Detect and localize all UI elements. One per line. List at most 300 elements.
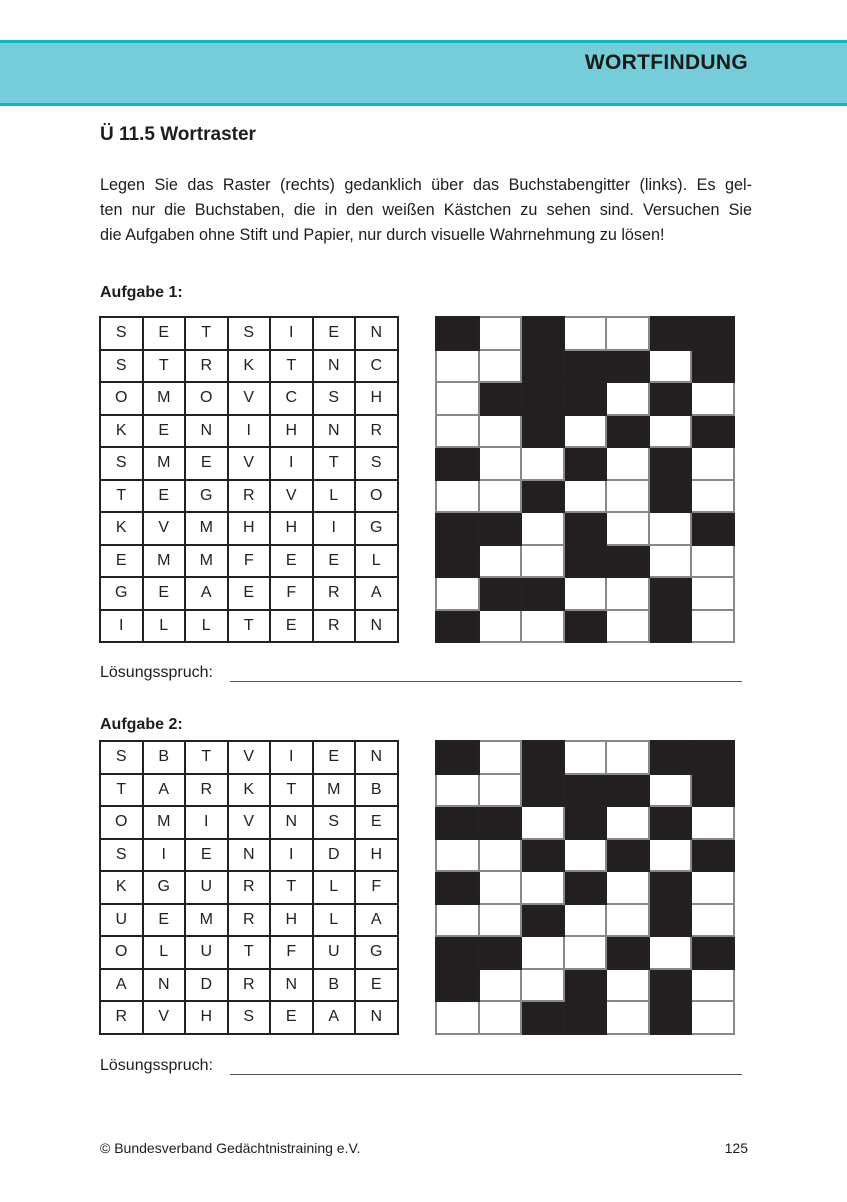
letter-cell: L xyxy=(313,480,356,513)
letter-cell: E xyxy=(313,317,356,350)
mask-cell-black xyxy=(649,1001,692,1034)
mask-cell-white xyxy=(691,871,734,904)
mask-cell-white xyxy=(521,806,564,839)
letter-row xyxy=(100,839,398,872)
mask-cell-white xyxy=(564,480,607,513)
mask-cell-white xyxy=(521,512,564,545)
mask-cell-white xyxy=(691,447,734,480)
mask-cell-white xyxy=(691,969,734,1002)
letter-cell: N xyxy=(313,350,356,383)
letter-cell: N xyxy=(355,741,398,774)
mask-cell-black xyxy=(564,545,607,578)
mask-row xyxy=(436,936,734,969)
letter-cell: M xyxy=(143,806,186,839)
letter-row xyxy=(100,969,398,1002)
letter-cell: E xyxy=(185,839,228,872)
mask-cell-black xyxy=(564,806,607,839)
letter-cell: E xyxy=(143,904,186,937)
letter-cell: S xyxy=(100,741,143,774)
mask-row xyxy=(436,512,734,545)
letter-cell: V xyxy=(228,806,271,839)
mask-cell-white xyxy=(564,741,607,774)
instructions-line: die Aufgaben ohne Stift und Papier, nur durch visuelle Wahrnehmung zu lösen! xyxy=(100,226,665,244)
letter-cell: E xyxy=(143,415,186,448)
letter-cell: R xyxy=(355,415,398,448)
mask-cell-white xyxy=(479,415,522,448)
mask-cell-white xyxy=(521,545,564,578)
mask-cell-black xyxy=(649,317,692,350)
letter-cell: T xyxy=(228,936,271,969)
mask-cell-white xyxy=(521,447,564,480)
mask-cell-black xyxy=(606,839,649,872)
letter-cell: V xyxy=(228,741,271,774)
letter-cell: I xyxy=(313,512,356,545)
mask-cell-white xyxy=(649,415,692,448)
letter-cell: S xyxy=(313,806,356,839)
mask-cell-white xyxy=(436,904,479,937)
mask-cell-white xyxy=(649,545,692,578)
mask-cell-black xyxy=(649,480,692,513)
letter-cell: I xyxy=(270,839,313,872)
mask-cell-black xyxy=(521,350,564,383)
section-header-band xyxy=(0,40,847,106)
letter-grid-task-2 xyxy=(99,740,399,1035)
mask-cell-black xyxy=(564,871,607,904)
mask-cell-white xyxy=(436,480,479,513)
letter-cell: R xyxy=(228,480,271,513)
mask-cell-black xyxy=(436,969,479,1002)
mask-cell-white xyxy=(479,610,522,643)
letter-cell: N xyxy=(270,806,313,839)
letter-cell: L xyxy=(185,610,228,643)
letter-row xyxy=(100,317,398,350)
letter-cell: R xyxy=(228,871,271,904)
mask-cell-white xyxy=(606,447,649,480)
mask-cell-white xyxy=(606,871,649,904)
mask-cell-black xyxy=(691,741,734,774)
mask-cell-black xyxy=(649,741,692,774)
mask-cell-black xyxy=(691,839,734,872)
mask-cell-black xyxy=(436,741,479,774)
mask-cell-black xyxy=(649,577,692,610)
mask-cell-white xyxy=(606,904,649,937)
letter-row xyxy=(100,382,398,415)
letter-row xyxy=(100,480,398,513)
mask-cell-black xyxy=(479,806,522,839)
letter-cell: A xyxy=(143,774,186,807)
letter-cell: I xyxy=(185,806,228,839)
letter-cell: T xyxy=(143,350,186,383)
letter-cell: K xyxy=(228,350,271,383)
mask-row xyxy=(436,610,734,643)
mask-cell-white xyxy=(691,382,734,415)
letter-cell: E xyxy=(270,545,313,578)
letter-cell: M xyxy=(313,774,356,807)
letter-cell: E xyxy=(270,1001,313,1034)
letter-cell: T xyxy=(100,774,143,807)
mask-cell-white xyxy=(691,610,734,643)
mask-cell-black xyxy=(479,936,522,969)
letter-cell: I xyxy=(270,447,313,480)
letter-cell: R xyxy=(185,774,228,807)
mask-cell-white xyxy=(479,839,522,872)
letter-cell: E xyxy=(100,545,143,578)
letter-cell: R xyxy=(313,577,356,610)
mask-row xyxy=(436,774,734,807)
letter-cell: E xyxy=(355,806,398,839)
letter-cell: D xyxy=(185,969,228,1002)
letter-cell: F xyxy=(270,936,313,969)
mask-cell-white xyxy=(606,480,649,513)
mask-row xyxy=(436,415,734,448)
solution-input-line[interactable] xyxy=(230,681,742,682)
letter-row xyxy=(100,806,398,839)
letter-cell: L xyxy=(143,936,186,969)
letter-cell: G xyxy=(185,480,228,513)
mask-cell-white xyxy=(436,839,479,872)
mask-row xyxy=(436,545,734,578)
letter-cell: S xyxy=(100,317,143,350)
footer-copyright: © Bundesverband Gedächtnistraining e.V. xyxy=(100,1140,361,1156)
mask-cell-white xyxy=(436,774,479,807)
mask-cell-black xyxy=(606,350,649,383)
mask-cell-black xyxy=(691,774,734,807)
mask-cell-black xyxy=(691,350,734,383)
letter-cell: G xyxy=(355,936,398,969)
letter-cell: V xyxy=(228,447,271,480)
letter-cell: K xyxy=(100,871,143,904)
mask-cell-black xyxy=(649,806,692,839)
mask-cell-black xyxy=(691,415,734,448)
mask-cell-white xyxy=(521,969,564,1002)
mask-cell-black xyxy=(564,447,607,480)
letter-cell: G xyxy=(100,577,143,610)
letter-cell: V xyxy=(270,480,313,513)
mask-cell-white xyxy=(649,936,692,969)
letter-cell: T xyxy=(100,480,143,513)
letter-cell: T xyxy=(185,317,228,350)
letter-cell: V xyxy=(228,382,271,415)
mask-cell-black xyxy=(436,512,479,545)
letter-cell: S xyxy=(100,447,143,480)
letter-cell: U xyxy=(185,936,228,969)
letter-cell: N xyxy=(143,969,186,1002)
mask-cell-black xyxy=(606,774,649,807)
mask-cell-black xyxy=(564,350,607,383)
letter-cell: T xyxy=(185,741,228,774)
mask-cell-black xyxy=(521,415,564,448)
mask-cell-black xyxy=(436,806,479,839)
mask-cell-white xyxy=(436,382,479,415)
mask-cell-white xyxy=(691,1001,734,1034)
letter-cell: B xyxy=(143,741,186,774)
letter-cell: C xyxy=(355,350,398,383)
mask-cell-white xyxy=(691,577,734,610)
mask-cell-black xyxy=(649,904,692,937)
mask-cell-black xyxy=(606,936,649,969)
letter-cell: T xyxy=(228,610,271,643)
solution-input-line[interactable] xyxy=(230,1074,742,1075)
letter-cell: M xyxy=(143,382,186,415)
mask-cell-white xyxy=(606,577,649,610)
letter-cell: U xyxy=(100,904,143,937)
letter-cell: S xyxy=(355,447,398,480)
letter-cell: T xyxy=(270,871,313,904)
letter-cell: A xyxy=(355,904,398,937)
mask-cell-black xyxy=(521,480,564,513)
letter-cell: I xyxy=(270,741,313,774)
mask-cell-black xyxy=(436,610,479,643)
letter-cell: N xyxy=(355,317,398,350)
letter-cell: H xyxy=(185,1001,228,1034)
mask-cell-white xyxy=(606,806,649,839)
letter-row xyxy=(100,936,398,969)
mask-cell-white xyxy=(606,610,649,643)
mask-cell-white xyxy=(479,1001,522,1034)
letter-row xyxy=(100,415,398,448)
mask-row xyxy=(436,969,734,1002)
mask-cell-black xyxy=(521,839,564,872)
solution-field-task-1[interactable] xyxy=(100,664,213,682)
mask-cell-white xyxy=(564,904,607,937)
task-2-label: Aufgabe 2: xyxy=(100,716,183,733)
mask-cell-white xyxy=(649,512,692,545)
mask-cell-white xyxy=(479,904,522,937)
mask-row xyxy=(436,350,734,383)
mask-cell-white xyxy=(521,871,564,904)
letter-cell: T xyxy=(313,447,356,480)
mask-cell-white xyxy=(479,350,522,383)
mask-row xyxy=(436,904,734,937)
mask-grid-task-1 xyxy=(435,316,735,643)
mask-cell-white xyxy=(691,904,734,937)
mask-cell-white xyxy=(436,415,479,448)
mask-cell-white xyxy=(436,577,479,610)
mask-cell-black xyxy=(649,447,692,480)
mask-cell-black xyxy=(649,871,692,904)
mask-cell-black xyxy=(479,382,522,415)
letter-cell: H xyxy=(355,839,398,872)
mask-cell-white xyxy=(691,545,734,578)
mask-cell-white xyxy=(649,350,692,383)
letter-cell: N xyxy=(355,610,398,643)
mask-cell-black xyxy=(606,415,649,448)
letter-cell: E xyxy=(270,610,313,643)
letter-cell: F xyxy=(228,545,271,578)
letter-row xyxy=(100,610,398,643)
mask-cell-black xyxy=(436,317,479,350)
mask-cell-white xyxy=(479,480,522,513)
mask-cell-black xyxy=(691,936,734,969)
letter-cell: S xyxy=(100,350,143,383)
solution-field-task-2[interactable] xyxy=(100,1057,213,1075)
mask-cell-white xyxy=(521,936,564,969)
letter-cell: G xyxy=(355,512,398,545)
letter-cell: I xyxy=(143,839,186,872)
letter-cell: E xyxy=(228,577,271,610)
mask-cell-white xyxy=(479,871,522,904)
letter-cell: B xyxy=(313,969,356,1002)
mask-cell-black xyxy=(436,545,479,578)
mask-row xyxy=(436,577,734,610)
letter-row xyxy=(100,512,398,545)
letter-cell: K xyxy=(100,512,143,545)
letter-cell: T xyxy=(270,774,313,807)
mask-cell-black xyxy=(521,1001,564,1034)
letter-cell: R xyxy=(185,350,228,383)
letter-cell: H xyxy=(228,512,271,545)
letter-cell: O xyxy=(355,480,398,513)
mask-cell-black xyxy=(521,904,564,937)
letter-cell: S xyxy=(100,839,143,872)
letter-row xyxy=(100,871,398,904)
letter-cell: T xyxy=(270,350,313,383)
letter-cell: O xyxy=(185,382,228,415)
letter-cell: E xyxy=(313,741,356,774)
mask-row xyxy=(436,317,734,350)
mask-cell-white xyxy=(479,545,522,578)
mask-row xyxy=(436,806,734,839)
letter-cell: N xyxy=(355,1001,398,1034)
letter-cell: L xyxy=(313,871,356,904)
letter-cell: N xyxy=(228,839,271,872)
task-1-label: Aufgabe 1: xyxy=(100,284,183,301)
mask-cell-white xyxy=(606,1001,649,1034)
mask-cell-black xyxy=(436,936,479,969)
mask-cell-black xyxy=(691,512,734,545)
letter-cell: A xyxy=(185,577,228,610)
mask-cell-white xyxy=(564,577,607,610)
mask-cell-black xyxy=(649,610,692,643)
letter-row xyxy=(100,774,398,807)
mask-grid-task-2 xyxy=(435,740,735,1035)
letter-cell: F xyxy=(270,577,313,610)
page-number: 125 xyxy=(724,1140,748,1156)
letter-cell: O xyxy=(100,382,143,415)
letter-cell: O xyxy=(100,936,143,969)
mask-cell-black xyxy=(436,871,479,904)
mask-cell-white xyxy=(606,382,649,415)
letter-cell: L xyxy=(355,545,398,578)
mask-cell-white xyxy=(521,610,564,643)
letter-cell: E xyxy=(143,577,186,610)
mask-cell-black xyxy=(521,577,564,610)
mask-cell-white xyxy=(564,936,607,969)
mask-cell-black xyxy=(521,317,564,350)
letter-cell: V xyxy=(143,512,186,545)
mask-row xyxy=(436,871,734,904)
letter-row xyxy=(100,350,398,383)
letter-row xyxy=(100,577,398,610)
mask-cell-white xyxy=(479,774,522,807)
mask-cell-white xyxy=(649,839,692,872)
letter-cell: G xyxy=(143,871,186,904)
letter-cell: L xyxy=(313,904,356,937)
letter-cell: E xyxy=(355,969,398,1002)
letter-cell: I xyxy=(100,610,143,643)
mask-cell-white xyxy=(436,350,479,383)
letter-cell: F xyxy=(355,871,398,904)
mask-cell-black xyxy=(436,447,479,480)
mask-cell-white xyxy=(479,969,522,1002)
mask-cell-black xyxy=(521,774,564,807)
mask-cell-black xyxy=(649,382,692,415)
letter-cell: B xyxy=(355,774,398,807)
letter-cell: S xyxy=(313,382,356,415)
mask-cell-black xyxy=(564,610,607,643)
letter-cell: L xyxy=(143,610,186,643)
letter-cell: E xyxy=(143,480,186,513)
mask-cell-black xyxy=(564,774,607,807)
letter-row xyxy=(100,904,398,937)
exercise-title: Ü 11.5 Wortraster xyxy=(100,124,256,145)
mask-cell-white xyxy=(564,317,607,350)
mask-cell-white xyxy=(436,1001,479,1034)
letter-cell: M xyxy=(185,512,228,545)
mask-cell-white xyxy=(606,741,649,774)
letter-cell: R xyxy=(228,904,271,937)
mask-cell-black xyxy=(521,382,564,415)
letter-cell: N xyxy=(270,969,313,1002)
letter-cell: H xyxy=(270,904,313,937)
mask-row xyxy=(436,1001,734,1034)
mask-cell-white xyxy=(606,317,649,350)
letter-cell: H xyxy=(270,415,313,448)
instructions-line: ten nur die Buchstaben, die in den weißen Kästchen zu sehen sind. Versuchen Sie xyxy=(100,201,752,219)
letter-row xyxy=(100,741,398,774)
letter-row xyxy=(100,447,398,480)
mask-cell-white xyxy=(479,317,522,350)
mask-row xyxy=(436,480,734,513)
letter-cell: A xyxy=(100,969,143,1002)
mask-cell-black xyxy=(649,969,692,1002)
letter-cell: E xyxy=(143,317,186,350)
mask-cell-white xyxy=(479,447,522,480)
mask-cell-white xyxy=(479,741,522,774)
letter-cell: V xyxy=(143,1001,186,1034)
letter-cell: M xyxy=(185,545,228,578)
mask-cell-white xyxy=(564,415,607,448)
mask-cell-white xyxy=(606,512,649,545)
letter-cell: K xyxy=(228,774,271,807)
letter-row xyxy=(100,545,398,578)
letter-cell: R xyxy=(228,969,271,1002)
letter-cell: M xyxy=(143,545,186,578)
mask-cell-white xyxy=(564,839,607,872)
letter-cell: H xyxy=(355,382,398,415)
letter-cell: M xyxy=(143,447,186,480)
letter-cell: R xyxy=(313,610,356,643)
letter-cell: S xyxy=(228,317,271,350)
mask-row xyxy=(436,382,734,415)
solution-label: Lösungsspruch: xyxy=(100,1057,213,1074)
letter-cell: A xyxy=(355,577,398,610)
mask-cell-white xyxy=(691,480,734,513)
mask-cell-black xyxy=(691,317,734,350)
mask-cell-black xyxy=(606,545,649,578)
letter-cell: N xyxy=(185,415,228,448)
letter-cell: R xyxy=(100,1001,143,1034)
letter-cell: I xyxy=(270,317,313,350)
mask-cell-white xyxy=(606,969,649,1002)
mask-cell-black xyxy=(564,1001,607,1034)
letter-cell: D xyxy=(313,839,356,872)
mask-cell-black xyxy=(564,969,607,1002)
mask-cell-black xyxy=(564,512,607,545)
letter-cell: E xyxy=(313,545,356,578)
mask-row xyxy=(436,447,734,480)
letter-cell: A xyxy=(313,1001,356,1034)
